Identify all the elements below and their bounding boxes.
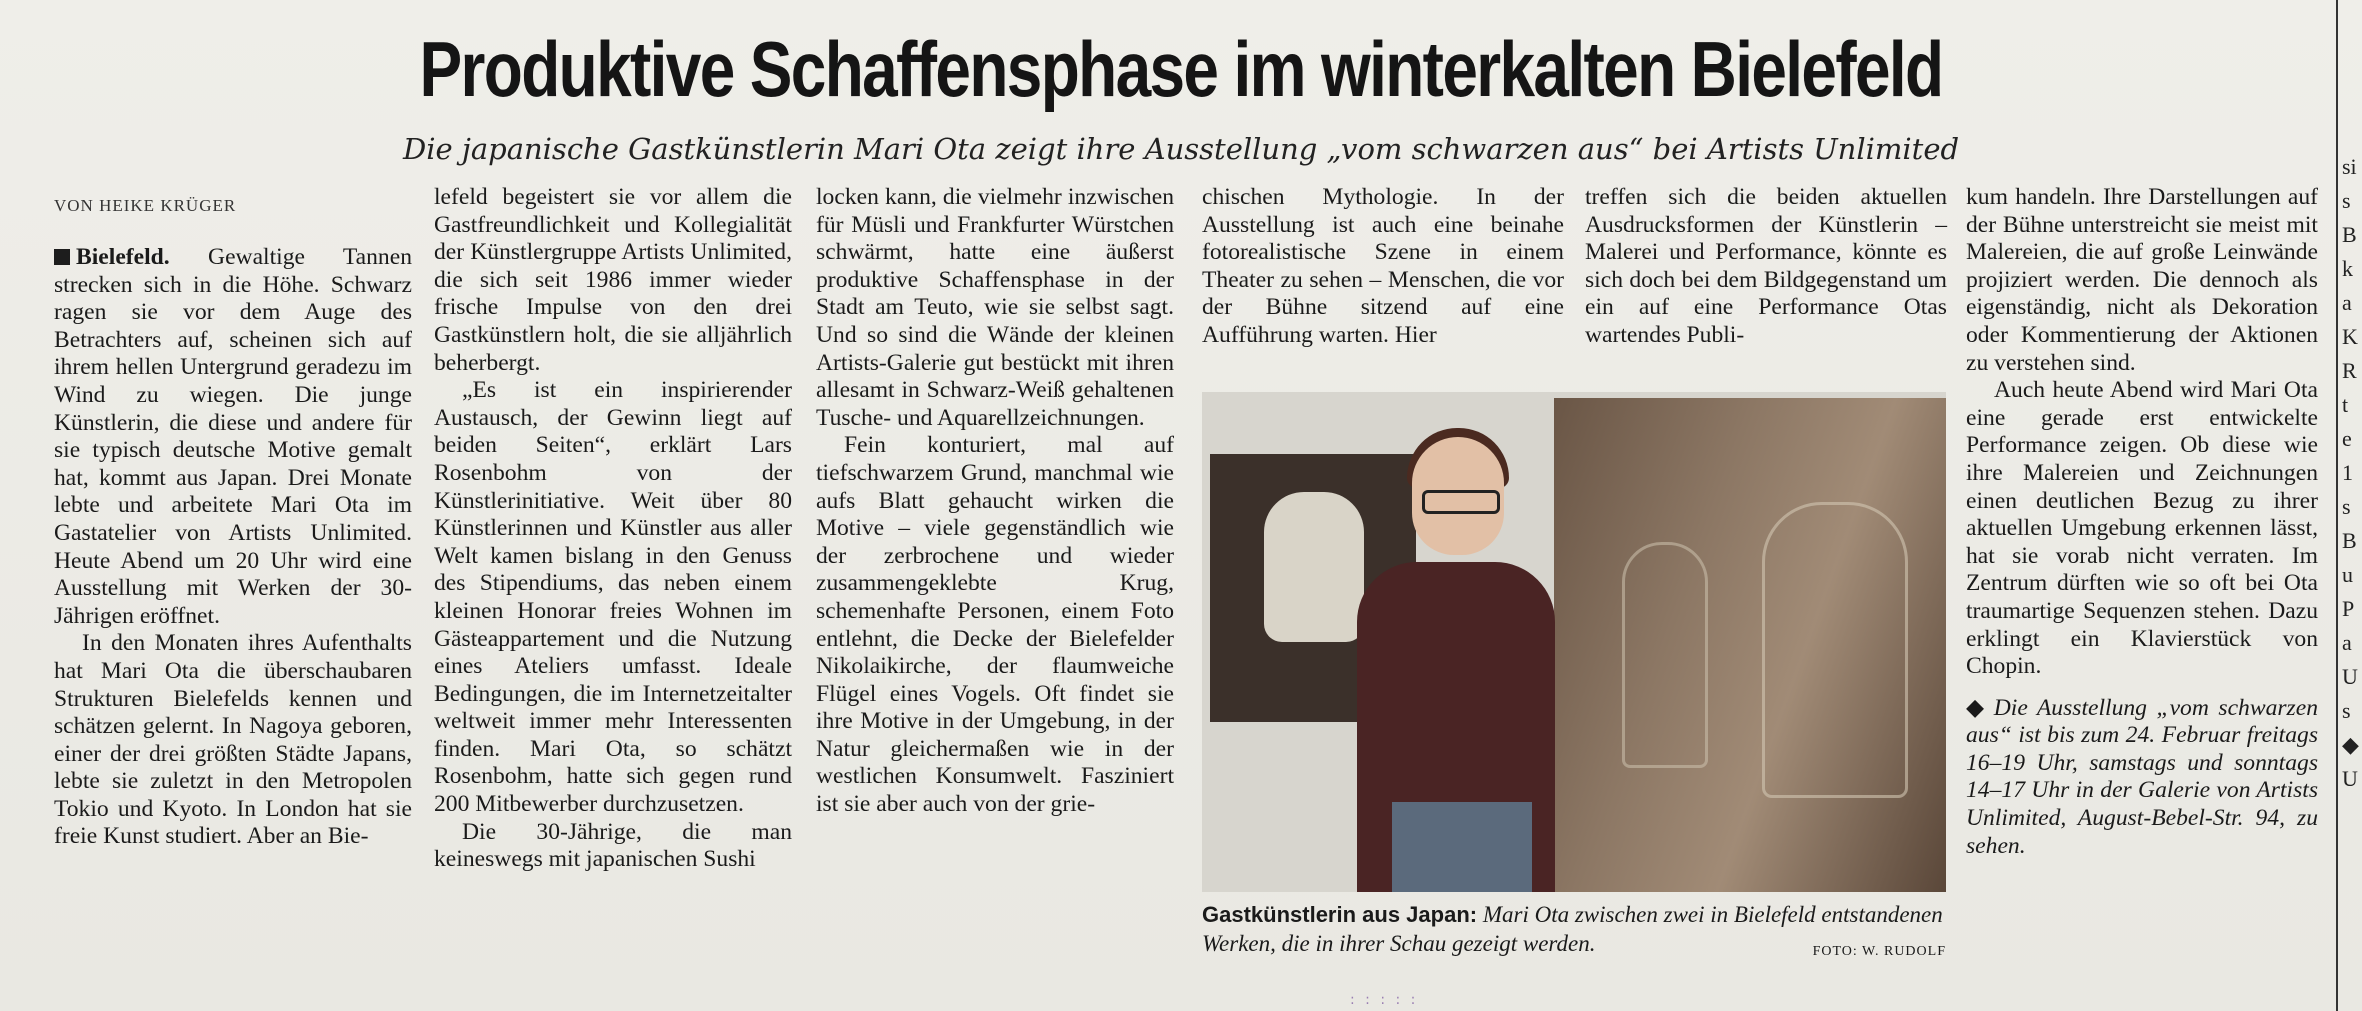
paragraph: lefeld begeistert sie vor allem die Gastfreundlichkeit und Kollegialität der Künstlergruppe Artists Unlimited, die sich seit 1986 immer wieder frische Impulse von den drei Gastkünstlern holt, die sie alljährlich beherbergt.: [434, 184, 792, 376]
page-edge-rule: [2336, 0, 2338, 1011]
column-6: [1966, 184, 2318, 860]
diamond-bullet-icon: ◆: [1966, 694, 1988, 721]
photo-caption: [1202, 900, 1946, 966]
adjacent-column-fragment: si s B k a K R t e 1 s B u P a U s ◆ U: [2342, 154, 2359, 791]
photo-birdcage-motif: [1622, 542, 1708, 768]
paragraph: kum handeln. Ihre Darstellungen auf der Bühne unterstreicht sie meist mit Malereien, die auf große Leinwände projiziert werden. Die dennoch als eigenständig, nicht als Dekoration oder Kommentierung der Aktionen zu verstehen sind.: [1966, 184, 2318, 376]
paragraph: [54, 244, 412, 630]
paragraph: „Es ist ein inspirierender Austausch, der Gewinn liegt auf beiden Seiten“, erklärt Lars Rosenbohm von der Künstlerinitiative. Weit über 80 Künstlerinnen und Künstler aus aller Welt kamen bislang in den Genuss des Stipendiums, das neben einem kleinen Honorar freies Wohnen im Gästeappartement und die Nutzung eines Ateliers umfasst. Ideale Bedingungen, die im Internetzeitalter weltweit immer mehr Interessenten finden. Mari Ota, so schätzt Rosenbohm, hatte sich gegen rund 200 Mitbewerber durchzusetzen.: [434, 377, 792, 818]
info-text: Die Ausstellung „vom schwarzen aus“ ist bis zum 24. Februar freitags 16–19 Uhr, samstags und sonntags 14–17 Uhr in der Galerie von Artists Unlimited, August-Bebel-Str. 94, zu sehen.: [1966, 694, 2319, 859]
photo-artist-jeans: [1392, 802, 1532, 892]
photo-credit: FOTO: W. RUDOLF: [1812, 944, 1946, 959]
headline: Produktive Schaffensphase im winterkalten Bielefeld: [419, 25, 1943, 113]
paragraph: treffen sich die beiden aktuellen Ausdrucksformen der Künstlerin – Malerei und Performance, könnte es sich doch bei dem Bildgegenstand um ein auf eine Performance Otas wartendes Publi-: [1585, 184, 1947, 348]
paragraph-text: Gewaltige Tannen strecken sich in die Höhe. Schwarz ragen sie vor dem Auge des Betrachters auf, scheinen sich auf ihrem hellen Untergrund geradezu im Wind zu wiegen. Die junge Künstlerin, die diese und andere für sie typisch deutsche Motive gemalt hat, kommt aus Japan. Drei Monate lebte und arbeitete Mari Ota im Gastatelier von Artists Unlimited. Heute Abend um 20 Uhr wird eine Ausstellung mit Werken der 30-Jährigen eröffnet.: [54, 244, 412, 629]
square-bullet-icon: [54, 249, 70, 265]
column-2: [434, 184, 792, 874]
photo-vase-motif: [1264, 492, 1364, 642]
subheadline: Die japanische Gastkünstlerin Mari Ota zeigt ihre Ausstellung „vom schwarzen aus“ bei Artists Unlimited: [402, 132, 1960, 166]
paragraph: locken kann, die vielmehr inzwischen für Müsli und Frankfurter Würstchen schwärmt, hatte eine äußerst produktive Schaffensphase in der Stadt am Teuto, wie sie selbst sagt. Und so sind die Wände der kleinen Artists-Galerie gut bestückt mit ihren allesamt in Schwarz-Weiß gehaltenen Tusche- und Aquarellzeichnungen.: [816, 184, 1174, 431]
paragraph: Die 30-Jährige, die man keineswegs mit japanischen Sushi: [434, 818, 792, 873]
paragraph: Fein konturiert, mal auf tiefschwarzem Grund, manchmal wie aufs Blatt gehaucht wirken die Motive – viele gegenständlich wie der zerbrochene und wieder zusammengeklebte Krug, schemenhafte Personen, einem Foto entlehnt, die Decke der Bielefelder Nikolaikirche, der flaumweiche Flügel eines Vogels. Oft findet sie ihre Motive in der Umgebung, in der Natur gleichermaßen wie in der westlichen Konsumwelt. Fasziniert ist sie aber auch von der grie-: [816, 432, 1174, 818]
photo-birdcage-motif: [1762, 502, 1908, 798]
caption-lead: Gastkünstlerin aus Japan:: [1202, 902, 1478, 927]
byline: VON HEIKE KRÜGER: [54, 196, 237, 215]
print-marks: : : : : :: [1350, 992, 1419, 1008]
paragraph: Auch heute Abend wird Mari Ota eine gerade erst entwickelte Performance zeigen. Ob diese wie ihre Malereien und Zeichnungen einen deutlichen Bezug zu ihrer aktuellen Umgebung erkennen lässt, hat sie vorab nicht verraten. Im Zentrum dürften wie so oft bei Ota traumartige Sequenzen stehen. Dazu erklingt ein Klavierstück von Chopin.: [1966, 377, 2318, 680]
column-4: [1202, 184, 1564, 350]
column-5: [1585, 184, 1947, 350]
paragraph: chischen Mythologie. In der Ausstellung ist auch eine beinahe fotorealistische Szene in einem Theater zu sehen – Menschen, die vor der Bühne sitzend auf eine Aufführung warten. Hier: [1202, 184, 1564, 348]
column-1: [54, 244, 412, 851]
paragraph: In den Monaten ihres Aufenthalts hat Mari Ota die überschaubaren Strukturen Bielefelds kennen und schätzen gelernt. In Nagoya geboren, einer der drei größten Städte Japans, lebte sie zuletzt in den Metropolen Tokio und Kyoto. In London hat sie freie Kunst studiert. Aber an Bie-: [54, 630, 412, 850]
info-box: [1966, 695, 2318, 861]
article-photo: [1202, 392, 1946, 892]
caption-text: Mari Ota zwischen zwei in Bielefeld entstandenen Werken, die in ihrer Schau gezeigt werden.: [1202, 902, 1943, 956]
dateline: Bielefeld.: [76, 244, 170, 270]
photo-artist-glasses: [1422, 490, 1500, 514]
column-3: [816, 184, 1174, 819]
